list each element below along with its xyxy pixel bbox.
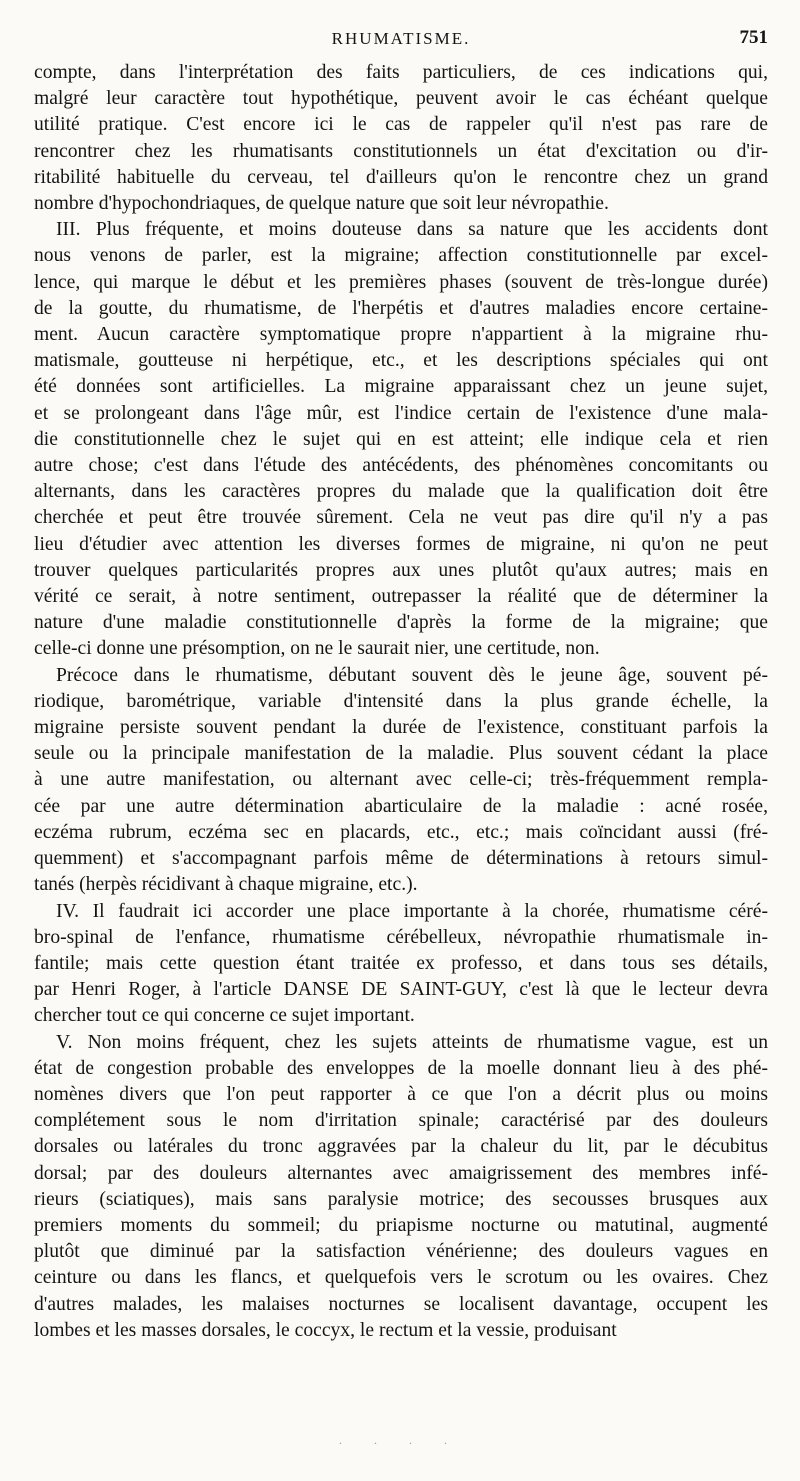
text-line: lieu d'étudier avec attention les diverses formes de migraine, ni qu'on ne peut: [34, 533, 768, 555]
paragraph: [34, 60, 768, 217]
text-line: premiers moments du sommeil; du priapisme nocturne ou matutinal, augmenté: [34, 1214, 768, 1236]
text-line: nomènes divers que l'on peut rapporter à ce que l'on a décrit plus ou moins: [34, 1083, 768, 1105]
page-number: 751: [739, 27, 768, 48]
text-line: complétement sous le nom d'irritation spinale; caractérisé par des douleurs: [34, 1110, 768, 1132]
text-line: de la goutte, du rhumatisme, de l'herpétis et d'autres maladies encore certaine-: [34, 297, 768, 319]
paragraph: [34, 217, 768, 662]
text-line: bro-spinal de l'enfance, rhumatisme cérébelleux, névropathie rhumatismale in-: [34, 926, 768, 948]
text-line: dorsal; par des douleurs alternantes avec amaigrissement des membres infé-: [34, 1162, 768, 1184]
text-line: ceinture ou dans les flancs, et quelquefois vers le scrotum ou les ovaires. Chez: [34, 1267, 768, 1289]
text-line: nombre d'hypochondriaques, de quelque nature que soit leur névropathie.: [34, 193, 609, 215]
text-line: à une autre manifestation, ou alternant avec celle-ci; très-fréquemment rempla-: [34, 769, 768, 791]
text-line: tanés (herpès récidivant à chaque migraine, etc.).: [34, 874, 418, 896]
text-line: lombes et les masses dorsales, le coccyx, le rectum et la vessie, produisant: [34, 1319, 617, 1341]
text-line: seule ou la principale manifestation de la maladie. Plus souvent cédant la place: [34, 743, 768, 765]
paragraph: [34, 663, 768, 899]
text-line: eczéma rubrum, eczéma sec en placards, etc., etc.; mais coïncidant aussi (fré-: [34, 821, 768, 843]
text-line: matismale, goutteuse ni herpétique, etc., et les descriptions spéciales qui ont: [34, 350, 768, 372]
text-line: et se prolongeant dans l'âge mûr, est l'indice certain de l'existence d'une mala-: [34, 402, 768, 424]
running-head: [34, 0, 768, 48]
text-line: ritabilité habituelle du cerveau, tel d'ailleurs qu'on le rencontre chez un grand: [34, 166, 768, 188]
text-line: cherchée et peut être trouvée sûrement. Cela ne veut pas dire qu'il n'y a pas: [34, 507, 768, 529]
text-line: riodique, barométrique, variable d'intensité dans la plus grande échelle, la: [34, 690, 768, 712]
text-line: fantile; mais cette question étant traitée ex professo, et dans tous ses détails,: [34, 952, 768, 974]
text-line: plutôt que diminué par la satisfaction vénérienne; des douleurs vagues en: [34, 1241, 768, 1263]
text-line: ment. Aucun caractère symptomatique propre n'appartient à la migraine rhu-: [34, 324, 768, 346]
text-line: nature d'une maladie constitutionnelle d'après la forme de la migraine; que: [34, 612, 768, 634]
text-line: autre chose; c'est dans l'étude des antécédents, des phénomènes concomitants ou: [34, 455, 768, 477]
text-line: malgré leur caractère tout hypothétique, peuvent avoir le cas échéant quelque: [34, 88, 768, 110]
text-line: lence, qui marque le début et les premières phases (souvent de très-longue durée): [34, 271, 768, 293]
text-line: cée par une autre détermination abarticulaire de la maladie : acné rosée,: [34, 795, 768, 817]
text-line: IV. Il faudrait ici accorder une place importante à la chorée, rhumatisme céré-: [56, 900, 768, 922]
text-line: celle-ci donne une présomption, on ne le saurait nier, une certitude, non.: [34, 638, 600, 660]
text-line: die constitutionnelle chez le sujet qui en est atteint; elle indique cela et rien: [34, 428, 768, 450]
text-line: d'autres malades, les malaises nocturnes se localisent davantage, occupent les: [34, 1293, 768, 1315]
text-line: rieurs (sciatiques), mais sans paralysie motrice; des secousses brusques aux: [34, 1188, 768, 1210]
text-line: alternants, dans les caractères propres du malade que la qualification doit être: [34, 481, 768, 503]
text-line: V. Non moins fréquent, chez les sujets atteints de rhumatisme vague, est un: [56, 1031, 768, 1053]
text-line: dorsales ou latérales du tronc aggravées par la chaleur du lit, par le décubitus: [34, 1136, 768, 1158]
text-line: compte, dans l'interprétation des faits particuliers, de ces indications qui,: [34, 62, 768, 83]
text-line: quemment) et s'accompagnant parfois même de déterminations à retours simul-: [34, 848, 768, 870]
paragraph: [34, 899, 768, 1030]
body-text: [34, 60, 768, 1344]
text-line: par Henri Roger, à l'article DANSE DE SAINT-GUY, c'est là que le lecteur devra: [34, 979, 768, 1001]
text-line: Précoce dans le rhumatisme, débutant souvent dès le jeune âge, souvent pé-: [56, 664, 768, 686]
text-line: trouver quelques particularités propres aux unes plutôt qu'aux autres; mais en: [34, 559, 768, 581]
running-title: RHUMATISME.: [331, 29, 471, 48]
text-line: vérité ce serait, à notre sentiment, outrepasser la réalité que de déterminer la: [34, 586, 768, 608]
paragraph: [34, 1030, 768, 1344]
text-line: III. Plus fréquente, et moins douteuse dans sa nature que les accidents dont: [56, 219, 768, 241]
text-line: utilité pratique. C'est encore ici le cas de rappeler qu'il n'est pas rare de: [34, 114, 768, 136]
text-line: rencontrer chez les rhumatisants constitutionnels un état d'excitation ou d'ir-: [34, 140, 768, 162]
bottom-marks: · · · ·: [338, 1436, 462, 1450]
text-line: migraine persiste souvent pendant la durée de l'existence, constituant parfois la: [34, 717, 768, 739]
text-line: été données sont artificielles. La migraine apparaissant chez un jeune sujet,: [34, 376, 768, 398]
text-line: nous venons de parler, est la migraine; affection constitutionnelle par excel-: [34, 245, 768, 267]
text-line: état de congestion probable des enveloppes de la moelle donnant lieu à des phé-: [34, 1057, 768, 1079]
text-line: chercher tout ce qui concerne ce sujet important.: [34, 1005, 415, 1027]
